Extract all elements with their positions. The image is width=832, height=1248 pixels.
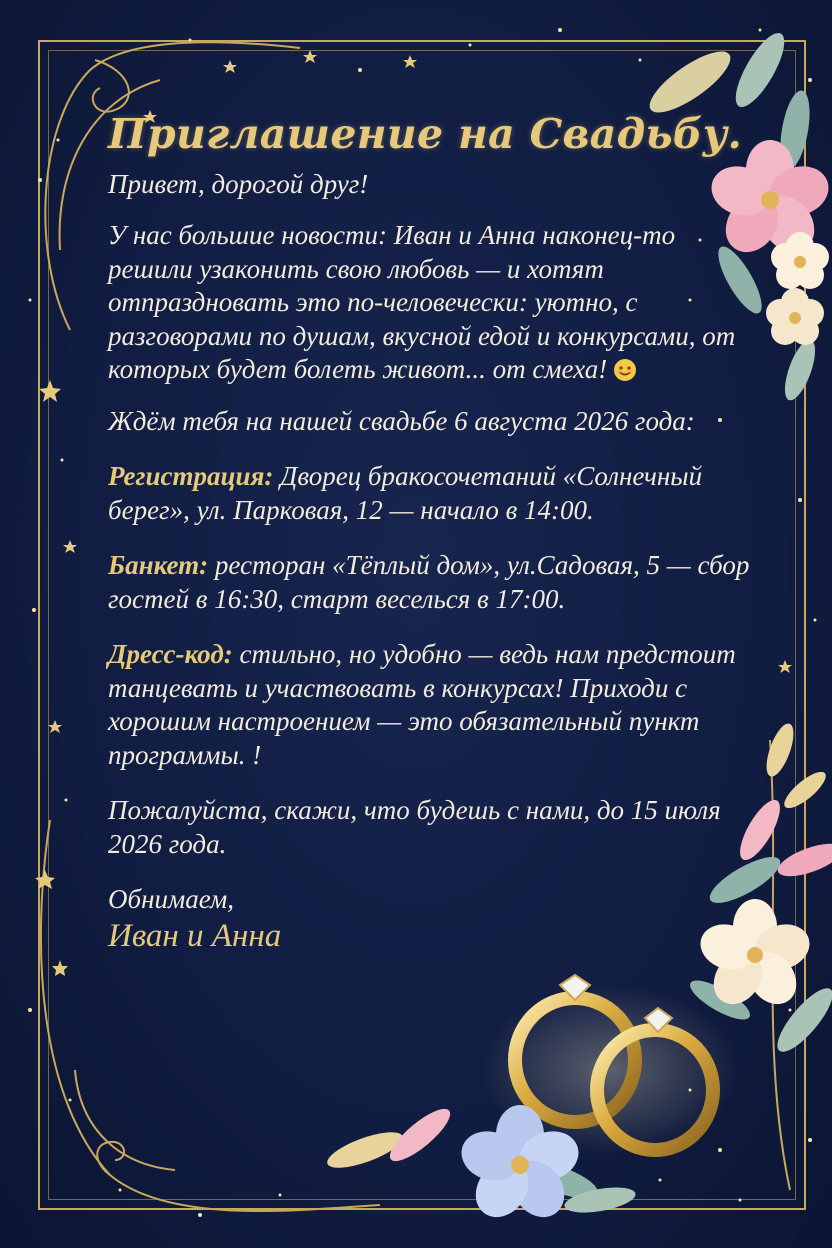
banquet-text: ресторан «Тёплый дом», ул.Садовая, 5 — сбор гостей в 16:30, старт веселься в 17:00. (108, 550, 750, 614)
cream-flower-icon (766, 288, 824, 345)
smiling-face-icon (613, 358, 637, 382)
closing-line: Обнимаем, (108, 883, 234, 914)
dress-code-paragraph (108, 638, 758, 772)
registration-label: Регистрация: (108, 461, 274, 492)
dress-code-label: Дресс-код: (108, 639, 233, 670)
greeting: Привет, дорогой друг! (108, 169, 369, 199)
registration-paragraph (108, 460, 758, 527)
registration-text: Дворец бракосочетаний «Солнечный берег», ул. Парковая, 12 — начало в 14:00. (108, 461, 703, 525)
invitation-text (108, 110, 758, 955)
rsvp-paragraph: Пожалуйста, скажи, что будешь с нами, до 15 июля 2026 года. (108, 795, 721, 859)
dress-code-text: стильно, но удобно — ведь нам предстоит танцевать и участвовать в конкурсах! Приходи с хорошим настроением — это обязательный пункт программы. ! (108, 639, 736, 770)
banquet-paragraph (108, 549, 758, 616)
signature: Иван и Анна (108, 918, 282, 955)
news-paragraph (108, 219, 758, 386)
banquet-label: Банкет: (108, 550, 209, 581)
invitation-title: Приглашение на Свадьбу. (108, 110, 743, 158)
news-text: У нас большие новости: Иван и Анна наконец-то решили узаконить свою любовь — и хотят отпраздновать это по-человечески: уютно, с разговорами по душам, вкусной едой и конкурсами, от которых будет болеть живот... от смеха! (108, 220, 736, 385)
date-paragraph: Ждём тебя на нашей свадьбе 6 августа 2026 года: (108, 405, 695, 436)
